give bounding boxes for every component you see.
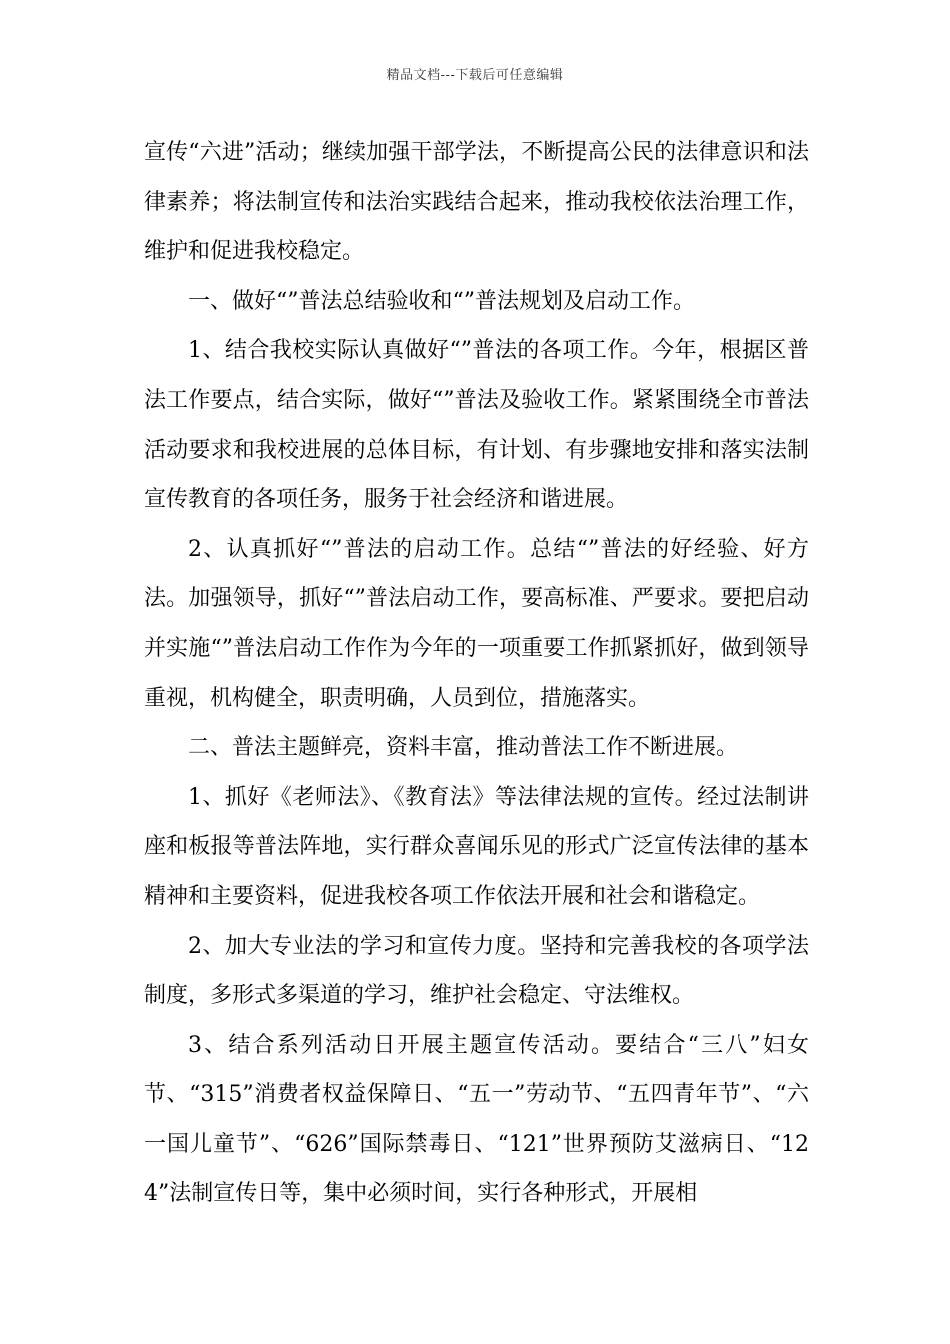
paragraph-continuation: 宣传“六进”活动；继续加强干部学法，不断提高公民的法律意识和法律素养；将法制宣传和法治实践结合起来，推动我校依法治理工作，维护和促进我校稳定。 (144, 140, 809, 265)
paragraph-2-3: 3、结合系列活动日开展主题宣传活动。要结合“三八”妇女节、“315”消费者权益保障日、“五一”劳动节、“五四青年节”、“六一国儿童节”、“626”国际禁毒日、“121”世界预防艾滋病日、“124”法制宣传日等，集中必须时间，实行各种形式，开展相 (144, 1032, 809, 1207)
paragraph-1-1: 1、结合我校实际认真做好“”普法的各项工作。今年，根据区普法工作要点，结合实际，做好“”普法及验收工作。紧紧围绕全市普法活动要求和我校进展的总体目标，有计划、有步骤地安排和落实法制宣传教育的各项任务，服务于社会经济和谐进展。 (144, 338, 809, 513)
section-heading-2: 二、普法主题鲜亮，资料丰富，推动普法工作不断进展。 (188, 735, 739, 761)
paragraph-1-2: 2、认真抓好“”普法的启动工作。总结“”普法的好经验、好方法。加强领导，抓好“”普法启动工作，要高标准、严要求。要把启动并实施“”普法启动工作作为今年的一项重要工作抓紧抓好，做到领导重视，机构健全，职责明确，人员到位，措施落实。 (144, 536, 809, 711)
document-body (144, 128, 809, 1219)
section-heading-1: 一、做好“”普法总结验收和“”普法规划及启动工作。 (188, 288, 695, 314)
page-header: 精品文档---下载后可任意编辑 (386, 68, 564, 83)
paragraph-2-2: 2、加大专业法的学习和宣传力度。坚持和完善我校的各项学法制度，多形式多渠道的学习，维护社会稳定、守法维权。 (144, 933, 809, 1009)
paragraph-2-1: 1、抓好《老师法》、《教育法》等法律法规的宣传。经过法制讲座和板报等普法阵地，实行群众喜闻乐见的形式广泛宣传法律的基本精神和主要资料，促进我校各项工作依法开展和社会和谐稳定。 (144, 784, 809, 909)
